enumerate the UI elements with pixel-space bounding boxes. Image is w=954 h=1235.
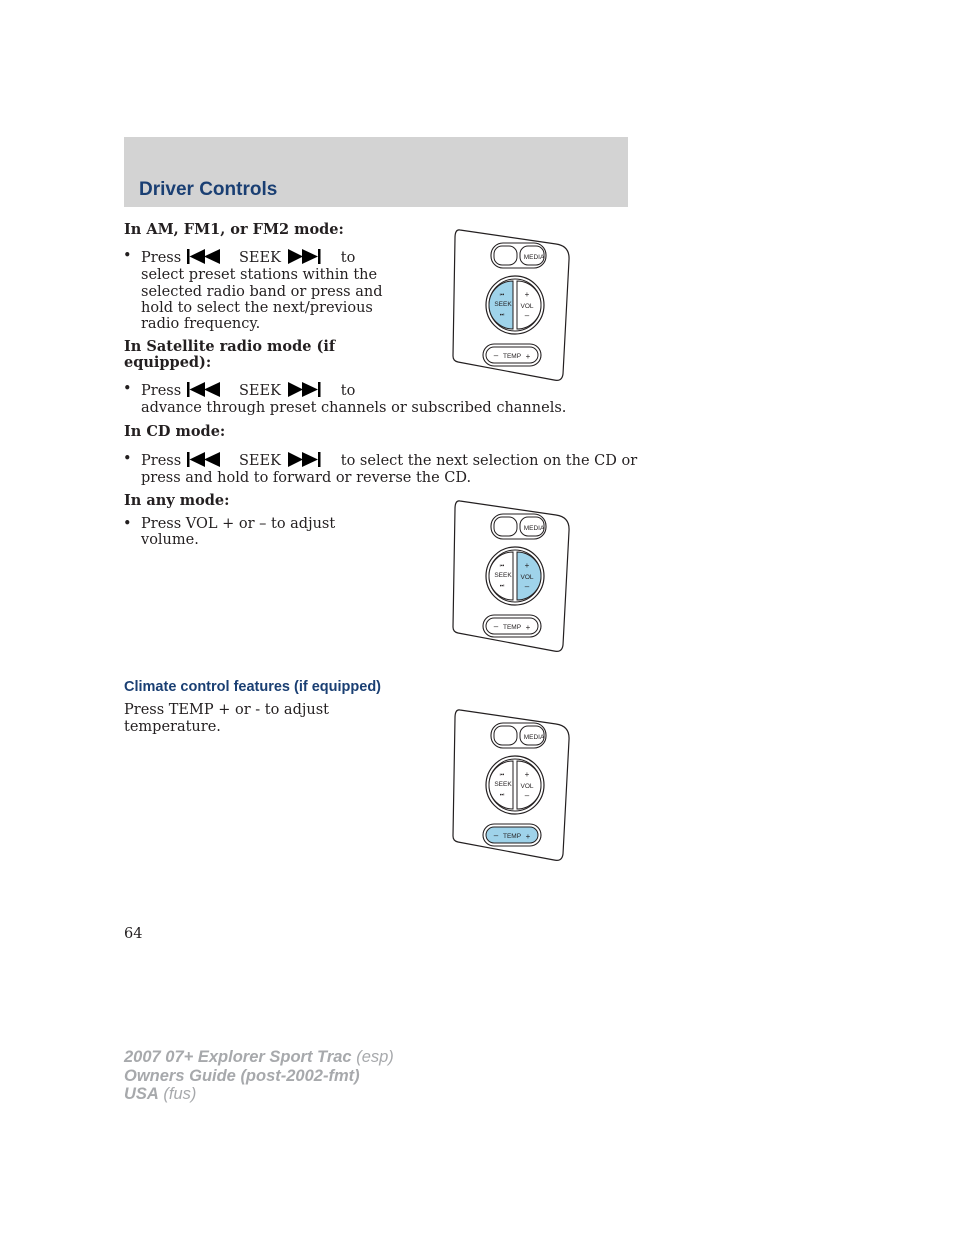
seek-forward-icon: ⏭ xyxy=(499,312,505,318)
seek-back-icon: ⏮ xyxy=(499,292,505,298)
seek-label: SEEK xyxy=(494,301,512,308)
am-fm-bullet: • Press SEEK to xyxy=(123,248,356,266)
vol-plus-label: + xyxy=(524,770,530,779)
any-mode-bullet: • Press VOL + or – to adjust xyxy=(123,516,336,532)
satellite-text: advance through preset channels or subscribed channels. xyxy=(141,400,567,416)
blank-button xyxy=(494,726,517,745)
section-header xyxy=(124,137,628,207)
satellite-heading: equipped): xyxy=(124,354,212,371)
satellite-bullet: • Press SEEK to xyxy=(123,381,356,399)
seek-forward-icon xyxy=(286,381,322,398)
vol-label: VOL xyxy=(520,574,534,581)
document-footer: 2007 07+ Explorer Sport Trac (esp) Owners Guide (post-2002-fmt) USA (fus) xyxy=(124,1048,394,1103)
control-panel-vol-illustration xyxy=(450,497,574,654)
am-fm-text: hold to select the next/previous xyxy=(141,300,373,316)
temp-label: TEMP xyxy=(502,833,522,840)
seek-back-icon xyxy=(186,248,222,265)
vol-minus-label: – xyxy=(524,791,530,800)
vol-minus-label: – xyxy=(524,311,530,320)
seek-back-icon: ⏮ xyxy=(499,772,505,778)
seek-back-icon xyxy=(186,381,222,398)
seek-forward-icon: ⏭ xyxy=(499,792,505,798)
any-mode-heading: In any mode: xyxy=(124,492,230,509)
temp-plus-label: + xyxy=(525,832,531,841)
control-panel-seek-illustration xyxy=(450,226,574,383)
temp-minus-label: – xyxy=(493,831,499,840)
cd-bullet: • Press SEEK to select the next selection on the CD or xyxy=(123,451,638,469)
control-panel-temp-illustration xyxy=(450,706,574,863)
am-fm-text: radio frequency. xyxy=(141,316,261,332)
vol-minus-label: – xyxy=(524,582,530,591)
temp-plus-label: + xyxy=(525,352,531,361)
temp-minus-label: – xyxy=(493,622,499,631)
seek-forward-icon: ⏭ xyxy=(499,583,505,589)
temp-label: TEMP xyxy=(502,624,522,631)
cd-text: press and hold to forward or reverse the CD. xyxy=(141,470,472,486)
vol-label: VOL xyxy=(520,303,534,310)
seek-back-icon: ⏮ xyxy=(499,563,505,569)
blank-button xyxy=(494,246,517,265)
cd-heading: In CD mode: xyxy=(124,423,226,440)
seek-label: SEEK xyxy=(494,781,512,788)
seek-forward-icon xyxy=(286,451,322,468)
vol-plus-label: + xyxy=(524,561,530,570)
media-label: MEDIA xyxy=(523,254,545,261)
vol-label: VOL xyxy=(520,783,534,790)
page-number: 64 xyxy=(124,926,143,942)
climate-text: temperature. xyxy=(124,719,221,735)
blank-button xyxy=(494,517,517,536)
page-title: Driver Controls xyxy=(139,179,278,200)
vol-plus-label: + xyxy=(524,290,530,299)
media-label: MEDIA xyxy=(523,525,545,532)
temp-minus-label: – xyxy=(493,351,499,360)
climate-text: Press TEMP + or - to adjust xyxy=(124,702,329,718)
temp-label: TEMP xyxy=(502,353,522,360)
am-fm-heading: In AM, FM1, or FM2 mode: xyxy=(124,221,344,238)
seek-forward-icon xyxy=(286,248,322,265)
media-label: MEDIA xyxy=(523,734,545,741)
seek-label: SEEK xyxy=(494,572,512,579)
satellite-heading: In Satellite radio mode (if xyxy=(124,338,336,355)
am-fm-text: select preset stations within the xyxy=(141,267,378,283)
am-fm-text: selected radio band or press and xyxy=(141,284,383,300)
any-mode-text: volume. xyxy=(141,532,199,548)
temp-plus-label: + xyxy=(525,623,531,632)
seek-back-icon xyxy=(186,451,222,468)
climate-heading: Climate control features (if equipped) xyxy=(124,679,381,695)
